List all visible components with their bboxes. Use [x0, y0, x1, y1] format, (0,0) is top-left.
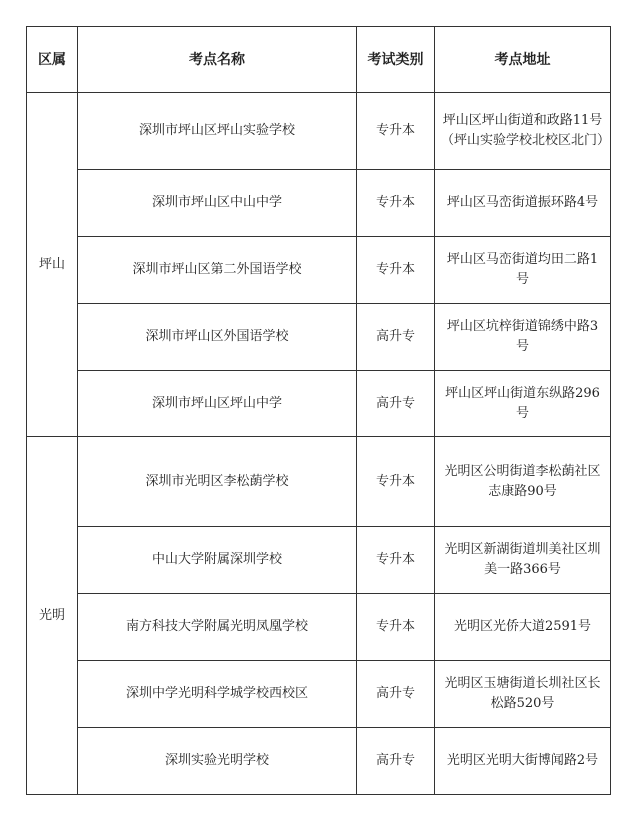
site-address: 光明区光明大街博闻路2号: [435, 728, 611, 795]
site-name: 深圳市坪山区第二外国语学校: [78, 237, 357, 304]
site-name: 深圳市坪山区中山中学: [78, 170, 357, 237]
site-address: 坪山区坪山街道和政路11号（坪山实验学校北校区北门）: [435, 93, 611, 170]
exam-type: 高升专: [357, 661, 435, 728]
exam-type: 高升专: [357, 728, 435, 795]
table-row: [27, 527, 611, 594]
header-type: 考试类别: [357, 27, 435, 93]
exam-type: 专升本: [357, 93, 435, 170]
site-name: 深圳市光明区李松蓢学校: [78, 437, 357, 527]
table-row: [27, 93, 611, 170]
exam-type: 专升本: [357, 237, 435, 304]
table-row: [27, 728, 611, 795]
site-name: 深圳市坪山区外国语学校: [78, 304, 357, 371]
exam-type: 高升专: [357, 371, 435, 437]
header-name: 考点名称: [78, 27, 357, 93]
exam-type: 专升本: [357, 437, 435, 527]
table-header-row: [27, 27, 611, 93]
exam-type: 高升专: [357, 304, 435, 371]
site-address: 光明区新湖街道圳美社区圳美一路366号: [435, 527, 611, 594]
table-row: [27, 371, 611, 437]
exam-sites-table: [26, 26, 611, 795]
district-cell-guangming: 光明: [27, 437, 78, 795]
site-address: 光明区玉塘街道长圳社区长松路520号: [435, 661, 611, 728]
site-address: 坪山区坪山街道东纵路296号: [435, 371, 611, 437]
site-name: 深圳市坪山区坪山中学: [78, 371, 357, 437]
table-row: [27, 661, 611, 728]
site-name: 深圳实验光明学校: [78, 728, 357, 795]
site-address: 光明区公明街道李松蓢社区志康路90号: [435, 437, 611, 527]
site-address: 坪山区马峦街道振环路4号: [435, 170, 611, 237]
site-address: 光明区光侨大道2591号: [435, 594, 611, 661]
site-address: 坪山区马峦街道均田二路1号: [435, 237, 611, 304]
exam-type: 专升本: [357, 170, 435, 237]
site-name: 南方科技大学附属光明凤凰学校: [78, 594, 357, 661]
table-row: [27, 594, 611, 661]
table-row: [27, 304, 611, 371]
table-row: [27, 170, 611, 237]
site-name: 深圳市坪山区坪山实验学校: [78, 93, 357, 170]
site-name: 深圳中学光明科学城学校西校区: [78, 661, 357, 728]
table-row: [27, 437, 611, 527]
table-row: [27, 237, 611, 304]
exam-type: 专升本: [357, 594, 435, 661]
header-address: 考点地址: [435, 27, 611, 93]
exam-type: 专升本: [357, 527, 435, 594]
site-address: 坪山区坑梓街道锦绣中路3号: [435, 304, 611, 371]
header-district: 区属: [27, 27, 78, 93]
district-cell-pingshan: 坪山: [27, 93, 78, 437]
site-name: 中山大学附属深圳学校: [78, 527, 357, 594]
